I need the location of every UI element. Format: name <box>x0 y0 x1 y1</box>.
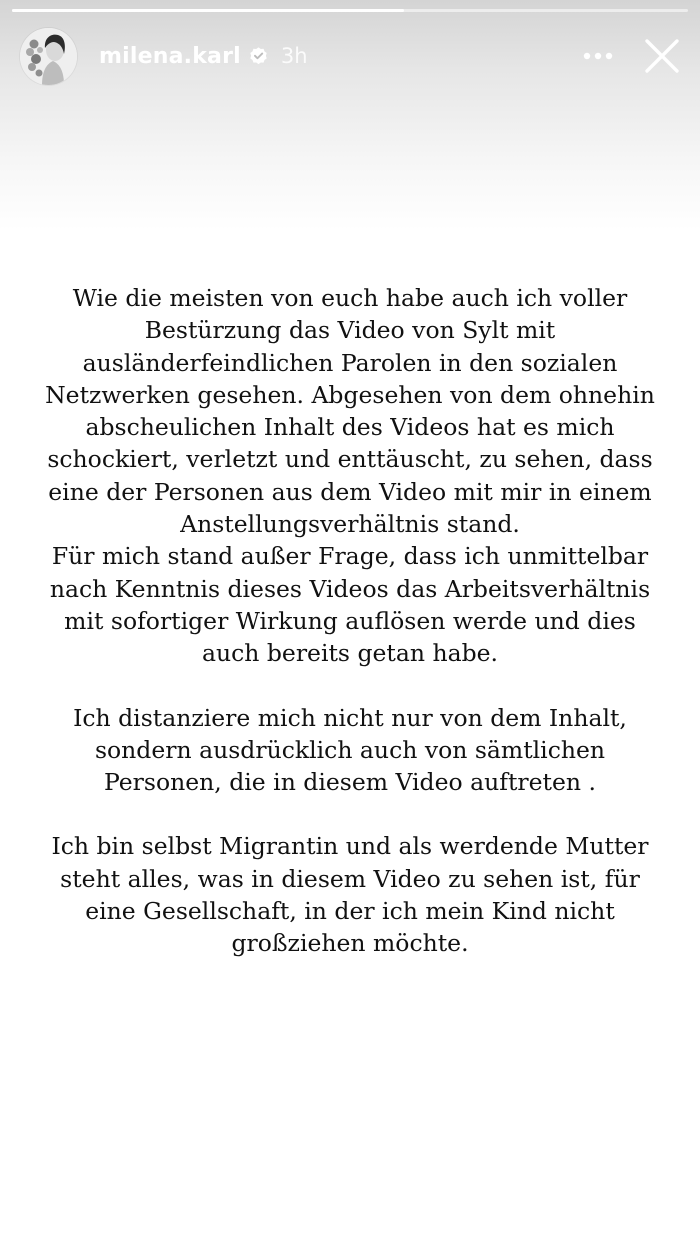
story-paragraph: Ich distanziere mich nicht nur von dem Inhalt, sondern ausdrücklich auch von sämtlichen Personen, die in diesem Video auftreten . <box>73 703 627 797</box>
close-button[interactable] <box>638 32 686 80</box>
paragraph-gap <box>36 798 664 830</box>
story-username[interactable]: milena.karl <box>99 43 241 69</box>
more-options-icon <box>583 52 613 60</box>
story-timestamp: 3h <box>280 44 308 68</box>
avatar-image <box>20 28 77 85</box>
story-text <box>36 282 664 960</box>
verified-badge-icon <box>248 46 269 67</box>
paragraph-gap <box>36 670 664 702</box>
story-progress-fill <box>12 9 404 12</box>
more-options-button[interactable] <box>574 32 622 80</box>
story-paragraph: Ich bin selbst Migrantin und als werdende Mutter steht alles, was in diesem Video zu sehen ist, für eine Gesellschaft, in der ich mein Kind nicht großziehen möchte. <box>51 832 649 958</box>
avatar[interactable] <box>20 28 77 85</box>
story-header <box>20 26 686 86</box>
story-progress-bar <box>12 9 688 12</box>
story-paragraph: Wie die meisten von euch habe auch ich voller Bestürzung das Video von Sylt mit ausländerfeindlichen Parolen in den sozialen Netzwerken gesehen. Abgesehen von dem ohnehin abscheulichen Inhalt des Videos hat es mich schockiert, verletzt und enttäuscht, zu sehen, dass eine der Personen aus dem Video mit mir in einem Anstellungsverhältnis stand. Für mich stand außer Frage, dass ich unmittelbar nach Kenntnis dieses Videos das Arbeitsverhältnis mit sofortiger Wirkung auflösen werde und dies auch bereits getan habe. <box>45 284 655 668</box>
close-icon <box>644 38 680 74</box>
